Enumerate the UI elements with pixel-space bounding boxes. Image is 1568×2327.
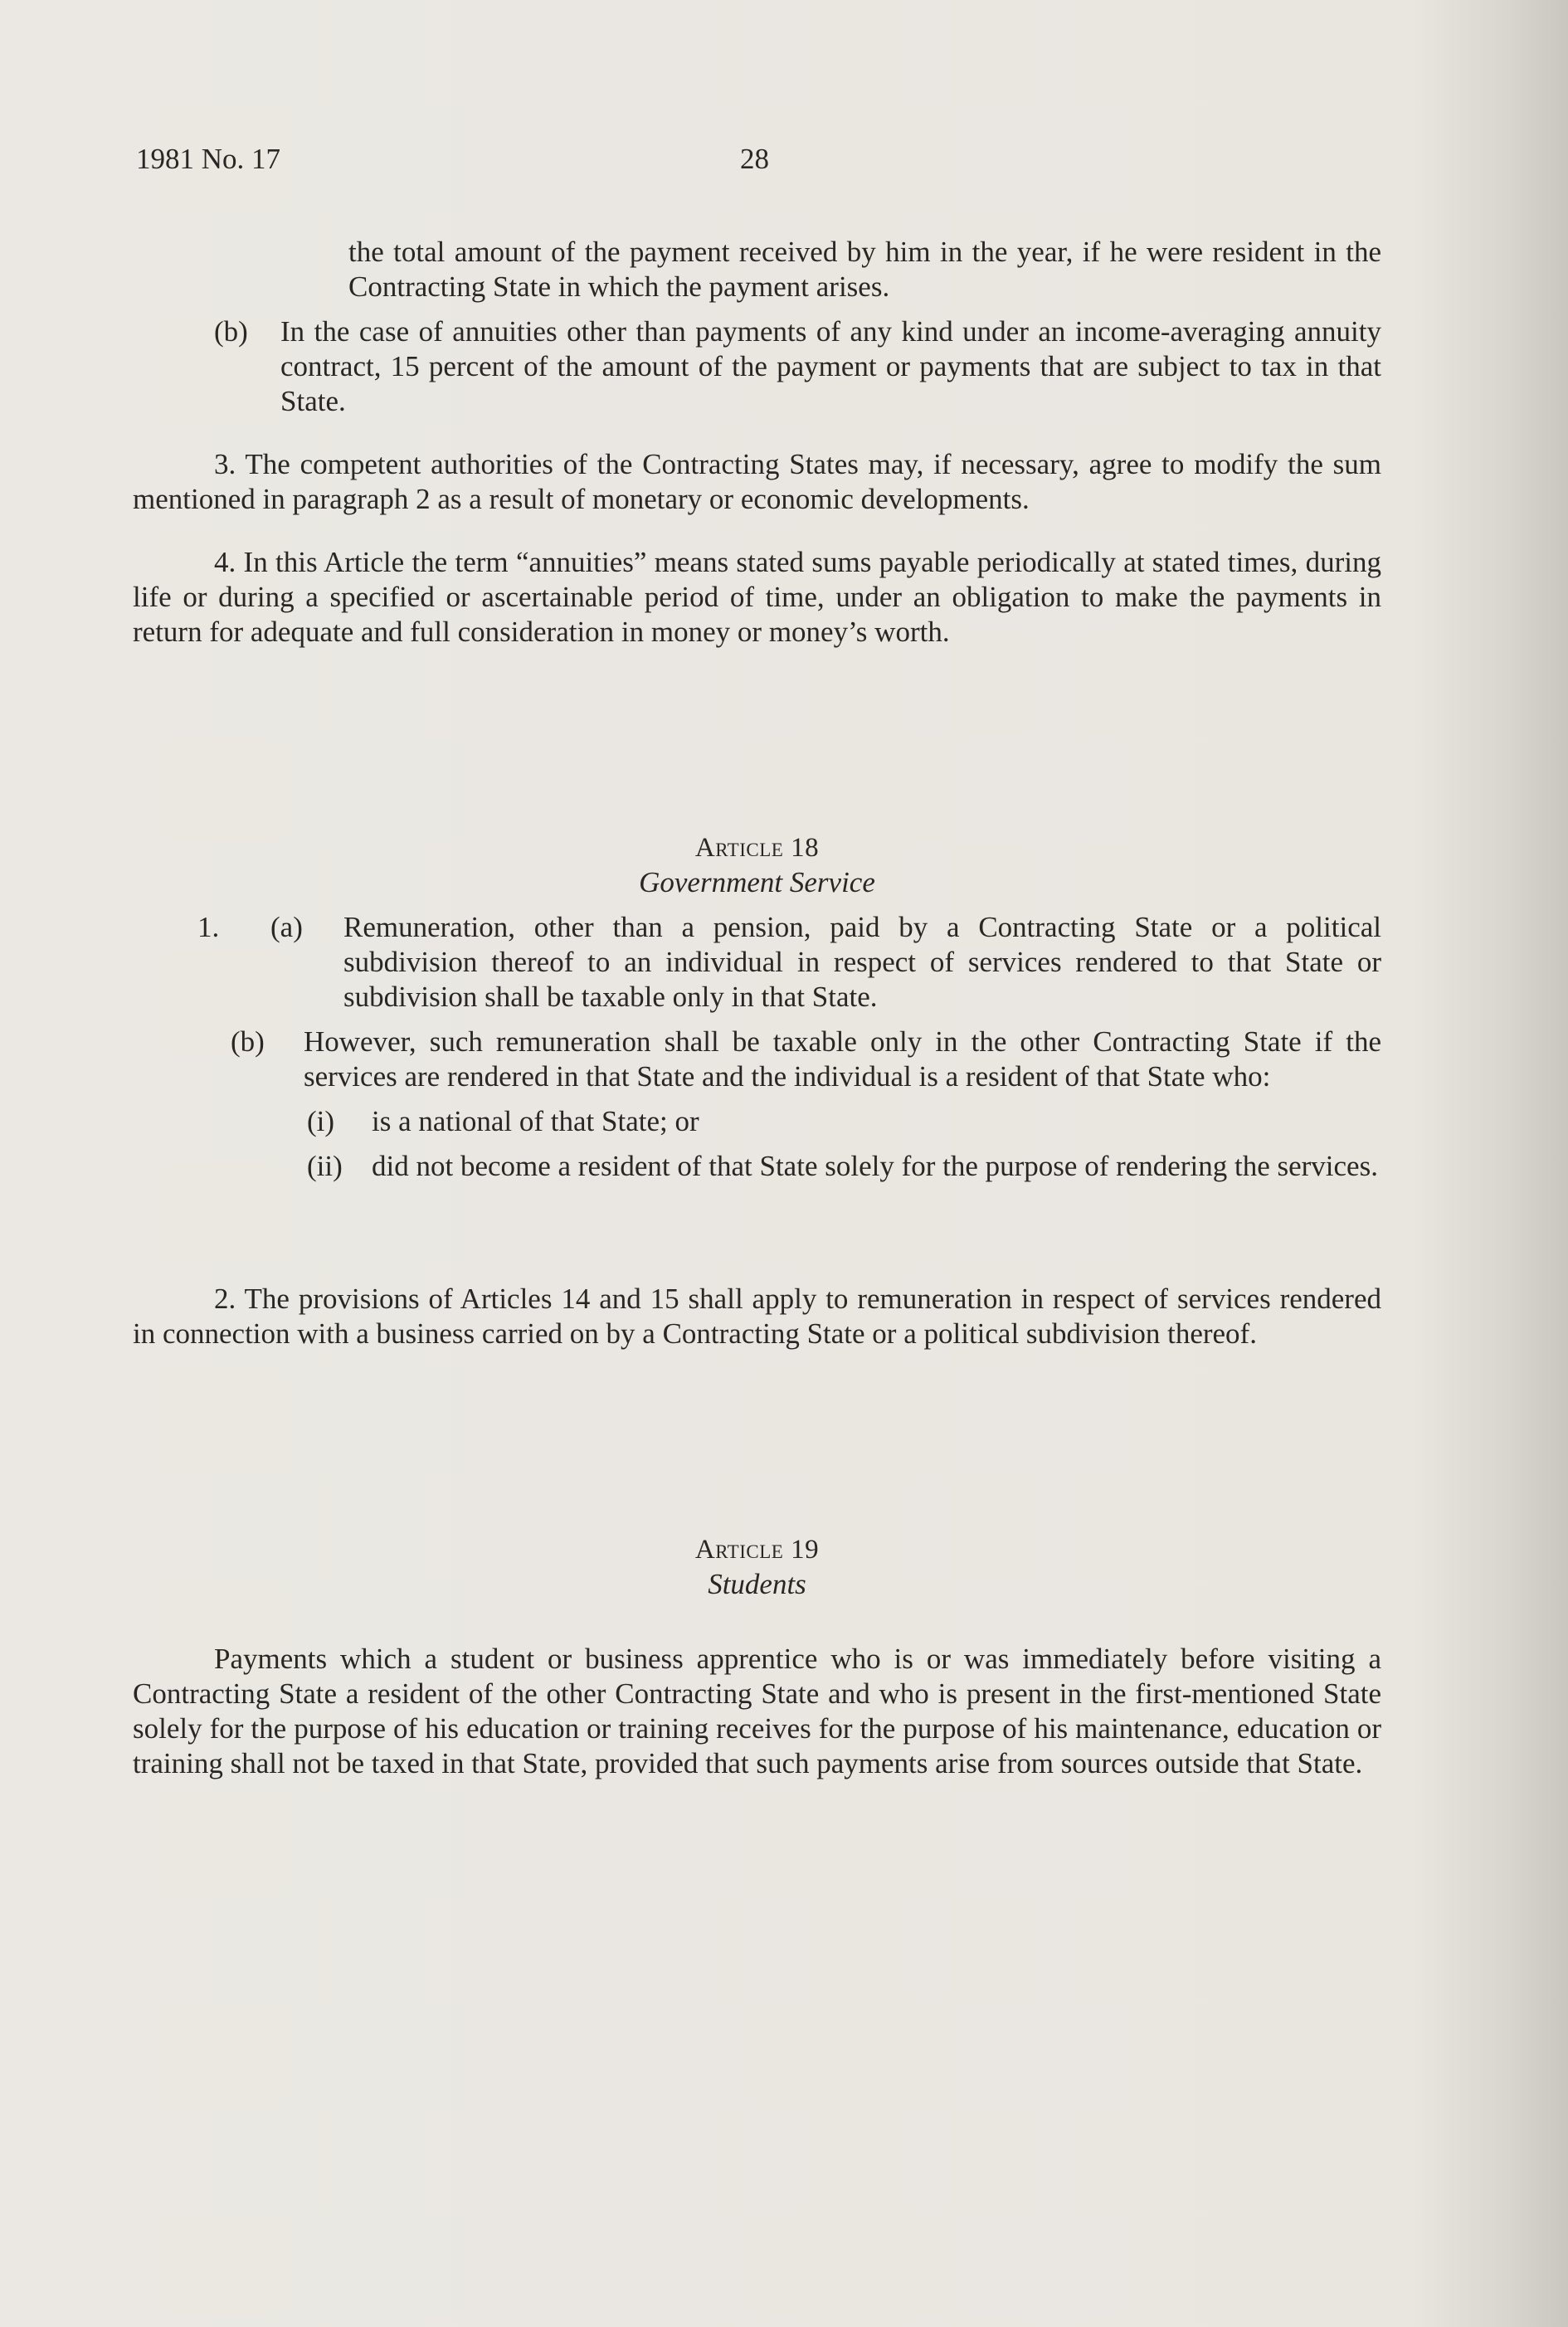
paragraph-3: 3. The competent authorities of the Contracting States may, if necessary, agree to modify the sum mentioned in paragraph 2 as a result of monetary or economic developments. [133, 448, 1381, 515]
paragraph-1a [197, 910, 1381, 1015]
article-18 [133, 830, 1381, 1351]
article-title: Article 18 [694, 833, 820, 863]
page-header [136, 143, 1568, 192]
article-19-text: Payments which a student or business apprentice who is or was immediately before visiting a Contracting State a resident of the other Contracting State and who is present in the first-mentioned State solely for the purpose of his education or training receives for the purpose of his maintenance, education or training shall not be taxed in that State, provided that such payments arise from sources outside that State. [133, 1643, 1381, 1779]
article-19 [133, 1532, 1381, 1781]
document-body [133, 235, 1381, 1781]
subparagraph-label: (a) [270, 911, 303, 943]
clause-ii [307, 1149, 1381, 1184]
statute-reference: 1981 No. 17 [136, 143, 281, 175]
clause-i [307, 1104, 1381, 1139]
paragraph-2: 2. The provisions of Articles 14 and 15 shall apply to remuneration in respect of services rendered in connection with a business carried on by a Contracting State or a political subdivision thereof. [133, 1283, 1381, 1350]
clause-text: did not become a resident of that State solely for the purpose of rendering the services. [372, 1150, 1378, 1182]
paragraph-number: 1. [197, 911, 220, 943]
paragraph-4: 4. In this Article the term “annuities” means stated sums payable periodically at stated times, during life or during a specified or ascertainable period of time, under an obligation to make the payments in return for adequate and full consideration in money or money’s worth. [133, 546, 1381, 648]
subparagraph-text: Remuneration, other than a pension, paid by a Contracting State or a political subdivision thereof to an individual in respect of services rendered to that State or subdivision shall be taxable only in that State. [343, 911, 1381, 1013]
subparagraph-text: In the case of annuities other than payments of any kind under an income-averaging annuity contract, 15 percent of the amount of the payment or payments that are subject to tax in that State. [280, 315, 1381, 417]
clause-label: (ii) [307, 1150, 343, 1182]
page-number: 28 [740, 143, 769, 175]
subparagraph-label: (b) [214, 315, 248, 348]
article-subtitle: Government Service [639, 866, 875, 898]
clause-label: (i) [307, 1105, 335, 1137]
article-title: Article 19 [694, 1535, 820, 1565]
subparagraph-b [214, 314, 1381, 419]
clause-text: is a national of that State; or [372, 1105, 699, 1137]
subparagraph-label: (b) [231, 1025, 265, 1058]
continued-paragraph: the total amount of the payment received by him in the year, if he were resident in the Contracting State in which the payment arises. [348, 236, 1381, 303]
subparagraph-text: However, such remuneration shall be taxable only in the other Contracting State if the services are rendered in that State and the individual is a resident of that State who: [304, 1025, 1381, 1093]
article-subtitle: Students [708, 1568, 806, 1600]
paragraph-1b [231, 1025, 1381, 1094]
